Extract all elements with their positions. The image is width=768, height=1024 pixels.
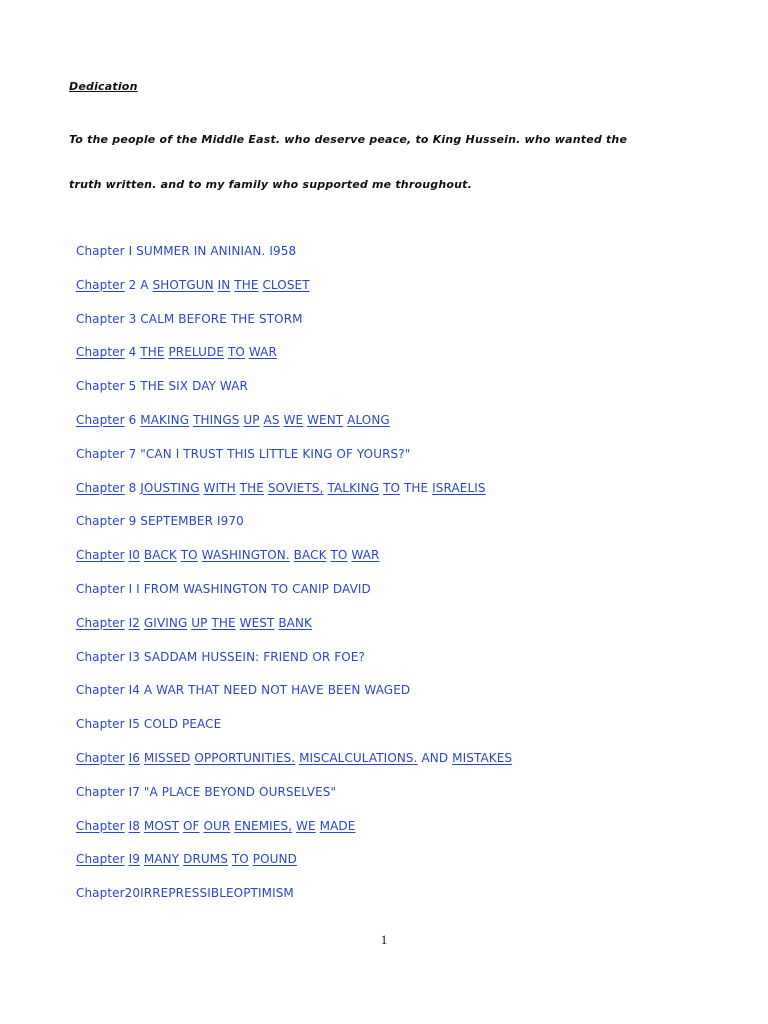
toc-link-word[interactable]: THE [140,345,165,360]
toc-word: "CAN [140,446,172,461]
toc-link-word[interactable]: Chapter [76,277,125,292]
toc-word: DAVID [332,581,371,596]
toc-link-word[interactable]: MISCALCULATIONS. [299,750,418,765]
toc-word: SUMMER [136,244,190,258]
toc-entry [76,851,512,885]
toc-link-word[interactable]: TO [383,480,401,495]
toc-link-word[interactable]: ALONG [347,412,390,427]
toc-word: Chapter [76,683,125,698]
toc-word: Chapter [76,514,125,529]
toc-link-word[interactable]: UP [243,412,260,427]
toc-link-word[interactable]: OF [182,818,200,833]
toc-word: CANIP [292,581,329,596]
toc-word: THIS [227,446,255,461]
toc-link-word[interactable]: OUR [203,818,231,833]
toc-entry [76,784,512,818]
toc-link-word[interactable]: I0 [128,548,140,563]
toc-entry [76,649,512,683]
toc-word: Chapter [76,379,125,394]
toc-word: BEYOND [204,784,256,799]
toc-word: Chapter [76,649,125,664]
toc-link-word[interactable]: Chapter [76,750,125,765]
toc-link-word[interactable]: GIVING [143,615,188,630]
toc-link-word[interactable]: I2 [128,615,140,630]
toc-entry [76,581,512,615]
toc-word: I7 [128,784,140,799]
toc-word: Chapter20IRREPRESSIBLEOPTIMISM [76,886,294,901]
toc-word: THE [140,379,165,394]
toc-entry [76,513,512,547]
toc-entry [76,378,512,412]
toc-word: SIX [168,379,189,394]
toc-word: HAVE [291,683,324,698]
toc-link-word[interactable]: MADE [319,818,356,833]
toc-word: A [143,683,153,698]
toc-word: OF [336,446,353,461]
toc-link-word[interactable]: CLOSET [262,277,310,292]
toc-word: OR [312,649,331,664]
toc-word: BEEN [327,683,361,698]
toc-word: FROM [143,581,180,596]
toc-word: Chapter [76,581,125,596]
toc-link-word[interactable]: WE [296,818,316,833]
toc-word: 6 [128,412,137,427]
toc-word: THAT [188,683,220,698]
toc-word: 5 [128,379,137,394]
toc-entry [76,344,512,378]
toc-word: Chapter [76,717,125,732]
toc-entry [76,716,512,750]
toc-word: I4 [128,683,140,698]
toc-link-word[interactable]: WASHINGTON. [201,548,290,563]
toc-entry [76,615,512,649]
toc-link-word[interactable]: PRELUDE [168,345,225,360]
toc-link-word[interactable]: AS [263,412,280,427]
toc-word: WAGED [364,683,411,698]
toc-entry [76,480,512,514]
toc-word: PEACE [181,717,222,732]
toc-link-word[interactable]: THE [211,615,236,630]
toc-link-word[interactable]: Chapter [76,548,125,563]
toc-link-word[interactable]: TO [227,345,245,360]
toc-word: NOT [261,683,288,698]
toc-word: TRUST [183,446,224,461]
toc-link-word[interactable]: BACK [143,548,177,563]
toc-link-word[interactable]: I6 [128,750,140,765]
toc-link-word[interactable]: WAR [351,548,380,563]
toc-link-word[interactable]: Chapter [76,852,125,867]
toc-entry [76,311,512,345]
toc-word: IN [193,244,207,258]
toc-word: Chapter [76,244,125,258]
toc-entry [76,682,512,716]
toc-link-word[interactable]: TO [180,548,198,563]
toc-link-word[interactable]: MANY [143,852,180,867]
toc-link-word[interactable]: I9 [128,852,140,867]
toc-entry [76,277,512,311]
toc-link-word[interactable]: WAR [248,345,277,360]
toc-word: THE [404,480,429,495]
toc-link-word[interactable]: WENT [307,412,344,427]
toc-link-word[interactable]: TALKING [327,480,380,495]
toc-word: ANINIAN. [210,244,266,258]
toc-link-word[interactable]: TO [231,852,249,867]
toc-word: WASHINGTON [183,581,268,596]
toc-word: YOURS?" [356,446,411,461]
toc-word: Chapter [76,446,125,461]
toc-link-word[interactable]: WEST [239,615,275,630]
toc-link-word[interactable]: ISRAELIS [432,480,486,495]
toc-word: I5 [128,717,140,732]
toc-link-word[interactable]: UP [191,615,208,630]
toc-word: WAR [156,683,185,698]
toc-word: FRIEND [263,649,309,664]
toc-word: A [140,277,149,292]
toc-link-word[interactable]: THE [239,480,264,495]
toc-entry [76,243,512,277]
toc-entry [76,446,512,480]
toc-word: THE [230,311,256,326]
toc-link-word[interactable]: Chapter [76,345,125,360]
toc-entry [76,750,512,784]
toc-word: I [128,581,133,596]
toc-link-word[interactable]: Chapter [76,615,125,630]
toc-word: 2 [128,277,137,292]
toc-link-word[interactable]: OPPORTUNITIES. [194,750,296,765]
toc-link-word[interactable]: BANK [278,615,313,630]
toc-word: WAR [219,379,248,394]
toc-link-word[interactable]: THINGS [193,412,240,427]
toc-word: DAY [192,379,216,394]
toc-word: Chapter [76,311,125,326]
toc-word: STORM [259,311,303,326]
toc-word: I [136,581,140,596]
toc-link-word[interactable]: Chapter [76,480,125,495]
toc-word: SADDAM [143,649,198,664]
toc-word: BEFORE [178,311,227,326]
toc-link-word[interactable]: SHOTGUN [152,277,214,292]
toc-link-word[interactable]: MOST [143,818,180,833]
dedication-heading: Dedication [69,80,138,93]
toc-word: I3 [128,649,140,664]
toc-link-word[interactable]: SOVIETS, [267,480,324,495]
toc-link-word[interactable]: WITH [203,480,236,495]
toc-word: FOE? [334,649,365,664]
toc-link-word[interactable]: MISTAKES [452,750,513,765]
toc-link-word[interactable]: WE [283,412,304,427]
dedication-line-1: To the people of the Middle East. who deserve peace, to King Hussein. who wanted the [69,133,628,146]
toc-entry [76,818,512,852]
toc-word: HUSSEIN: [201,649,260,664]
toc-link-word[interactable]: TO [330,548,348,563]
toc-entry [76,547,512,581]
toc-word: NEED [223,683,258,698]
toc-link-word[interactable]: BACK [293,548,327,563]
toc-word: Chapter [76,784,125,799]
toc-link-word[interactable]: MAKING [140,412,190,427]
toc-word: LITTLE [258,446,299,461]
toc-word: "A [143,784,158,799]
toc-word: CALM [140,311,175,326]
toc-link-word[interactable]: Chapter [76,412,125,427]
dedication-line-2: truth written. and to my family who supported me throughout. [69,178,472,191]
toc-entry [76,412,512,446]
toc-word: 7 [128,446,137,461]
toc-word: I [128,244,133,258]
toc-word: 4 [128,345,137,360]
toc-word: SEPTEMBER [140,514,214,529]
toc-word: 8 [128,480,137,495]
toc-word: COLD [143,717,179,732]
toc-link-word[interactable]: MISSED [143,750,191,765]
toc-word: I958 [269,244,297,258]
toc-word: 3 [128,311,137,326]
toc-word: KING [302,446,333,461]
toc-link-word[interactable]: Chapter [76,818,125,833]
toc-link-word[interactable]: THE [234,277,259,292]
toc-link-word[interactable]: I8 [128,818,140,833]
toc-word: I970 [216,514,244,529]
toc-word: AND [421,750,449,765]
toc-word: OURSELVES" [259,784,337,799]
table-of-contents [76,243,512,919]
toc-word: I [175,446,180,461]
toc-link-word[interactable]: JOUSTING [140,480,200,495]
page-number: 1 [380,932,388,947]
toc-link-word[interactable]: DRUMS [183,852,228,867]
toc-word: PLACE [161,784,201,799]
toc-link-word[interactable]: ENEMIES, [234,818,293,833]
toc-entry [76,885,512,919]
toc-link-word[interactable]: IN [217,277,231,292]
toc-word: TO [271,581,289,596]
toc-word: 9 [128,514,137,529]
toc-link-word[interactable]: POUND [252,852,297,867]
